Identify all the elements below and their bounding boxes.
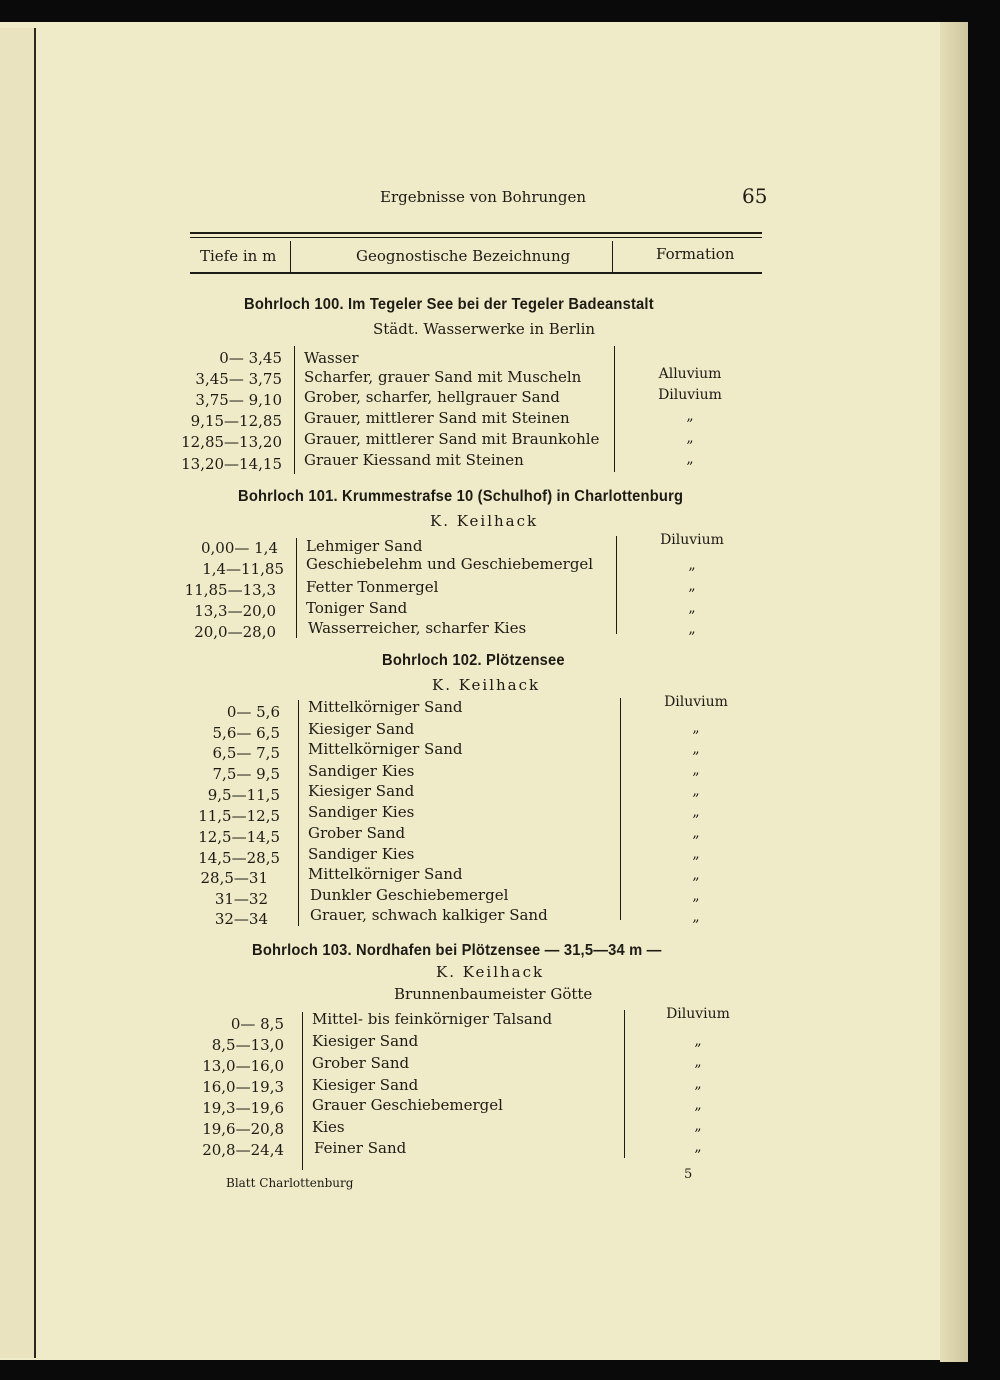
row-depth: 20,8—24,4 xyxy=(202,1141,284,1159)
row-formation: „ xyxy=(688,600,696,616)
column-rule xyxy=(620,698,621,920)
row-depth: 9,15—12,85 xyxy=(190,412,282,430)
header-top-rule-thin xyxy=(190,237,762,238)
column-header-depth: Tiefe in m xyxy=(200,247,277,265)
row-formation: „ xyxy=(694,1033,702,1049)
row-formation: Diluvium xyxy=(658,387,722,403)
row-depth: 1,4—11,85 xyxy=(202,560,284,578)
row-formation: Diluvium xyxy=(666,1006,730,1022)
row-formation: „ xyxy=(692,804,700,820)
header-separator xyxy=(612,241,613,273)
section-subtitle: K. Keilhack xyxy=(430,512,539,530)
section-title: Bohrloch 100. Im Tegeler See bei der Tegeler Badeanstalt xyxy=(244,296,654,313)
row-description: Scharfer, grauer Sand mit Muscheln xyxy=(304,368,582,386)
row-formation: „ xyxy=(688,621,696,637)
row-formation: „ xyxy=(692,909,700,925)
section-subtitle: Städt. Wasserwerke in Berlin xyxy=(373,320,596,338)
row-depth: 8,5—13,0 xyxy=(211,1036,284,1054)
row-description: Kies xyxy=(312,1118,345,1136)
row-formation: „ xyxy=(688,578,696,594)
header-top-rule xyxy=(190,232,762,234)
row-formation: „ xyxy=(686,408,694,424)
row-description: Mittel- bis feinkörniger Talsand xyxy=(312,1010,553,1028)
header-bottom-rule xyxy=(190,272,762,274)
row-depth: 12,5—14,5 xyxy=(198,828,280,846)
row-formation: „ xyxy=(688,557,696,573)
row-description: Grauer Kiessand mit Steinen xyxy=(304,451,524,469)
row-description: Wasser xyxy=(304,349,359,367)
row-description: Fetter Tonmergel xyxy=(306,578,439,596)
row-description: Geschiebelehm und Geschiebemergel xyxy=(306,555,594,573)
row-description: Kiesiger Sand xyxy=(312,1032,419,1050)
row-depth: 3,45— 3,75 xyxy=(195,370,282,388)
row-depth: 6,5— 7,5 xyxy=(212,744,280,762)
row-depth: 28,5—31 xyxy=(200,869,268,887)
row-formation: „ xyxy=(694,1118,702,1134)
row-description: Grober, scharfer, hellgrauer Sand xyxy=(304,388,560,406)
row-formation: „ xyxy=(692,720,700,736)
row-depth: 11,85—13,3 xyxy=(184,581,276,599)
row-description: Lehmiger Sand xyxy=(306,537,423,555)
sheet-name: Blatt Charlottenburg xyxy=(226,1176,354,1190)
section-title: Bohrloch 101. Krummestrafse 10 (Schulhof) in Charlottenburg xyxy=(238,488,684,505)
row-depth: 0— 8,5 xyxy=(230,1015,284,1033)
row-formation: „ xyxy=(694,1054,702,1070)
row-formation: „ xyxy=(692,741,700,757)
row-formation: „ xyxy=(694,1139,702,1155)
column-rule xyxy=(294,346,295,474)
column-rule xyxy=(296,538,297,638)
row-description: Sandiger Kies xyxy=(308,762,415,780)
page-edge-shadow xyxy=(940,22,968,1362)
row-formation: „ xyxy=(694,1097,702,1113)
column-rule xyxy=(302,1012,303,1170)
previous-page-edge xyxy=(0,28,36,1358)
row-description: Toniger Sand xyxy=(306,599,408,617)
row-depth: 12,85—13,20 xyxy=(181,433,282,451)
column-rule xyxy=(624,1010,625,1158)
row-depth: 13,20—14,15 xyxy=(181,455,282,473)
row-formation: Diluvium xyxy=(664,694,728,710)
column-rule xyxy=(614,346,615,472)
running-head: Ergebnisse von Bohrungen xyxy=(380,188,586,206)
row-formation: „ xyxy=(692,867,700,883)
row-depth: 31—32 xyxy=(214,890,268,908)
row-formation: „ xyxy=(694,1076,702,1092)
header-separator xyxy=(290,241,291,273)
row-description: Grauer, schwach kalkiger Sand xyxy=(310,906,548,924)
row-formation: „ xyxy=(692,825,700,841)
row-description: Mittelkörniger Sand xyxy=(308,865,463,883)
row-depth: 19,3—19,6 xyxy=(202,1099,284,1117)
row-description: Kiesiger Sand xyxy=(312,1076,419,1094)
row-description: Grober Sand xyxy=(308,824,406,842)
column-header-description: Geognostische Bezeichnung xyxy=(356,247,571,265)
row-description: Mittelkörniger Sand xyxy=(308,698,463,716)
row-description: Grauer, mittlerer Sand mit Steinen xyxy=(304,409,570,427)
row-depth: 13,3—20,0 xyxy=(194,602,276,620)
row-description: Grauer Geschiebemergel xyxy=(312,1096,503,1114)
row-description: Kiesiger Sand xyxy=(308,720,415,738)
row-depth: 3,75— 9,10 xyxy=(195,391,282,409)
row-depth: 0— 5,6 xyxy=(226,703,280,721)
row-depth: 20,0—28,0 xyxy=(194,623,276,641)
row-description: Sandiger Kies xyxy=(308,845,415,863)
row-formation: „ xyxy=(692,783,700,799)
column-header-formation: Formation xyxy=(656,245,735,263)
row-description: Grauer, mittlerer Sand mit Braunkohle xyxy=(304,430,600,448)
column-rule xyxy=(298,700,299,926)
row-formation: „ xyxy=(692,888,700,904)
row-depth: 16,0—19,3 xyxy=(202,1078,284,1096)
row-formation: Alluvium xyxy=(658,366,722,382)
section-subtitle: K. Keilhack xyxy=(432,676,541,694)
row-formation: „ xyxy=(686,430,694,446)
signature-mark: 5 xyxy=(684,1167,693,1182)
row-formation: „ xyxy=(686,451,694,467)
row-description: Mittelkörniger Sand xyxy=(308,740,463,758)
row-depth: 5,6— 6,5 xyxy=(212,724,280,742)
row-depth: 14,5—28,5 xyxy=(198,849,280,867)
row-depth: 0— 3,45 xyxy=(219,349,282,367)
page-number: 65 xyxy=(742,184,768,208)
row-depth: 32—34 xyxy=(214,910,268,928)
row-depth: 0,00— 1,4 xyxy=(200,539,278,557)
row-description: Sandiger Kies xyxy=(308,803,415,821)
row-description: Grober Sand xyxy=(312,1054,410,1072)
row-description: Kiesiger Sand xyxy=(308,782,415,800)
column-rule xyxy=(616,536,617,634)
section-title: Bohrloch 103. Nordhafen bei Plötzensee — 31,5—34 m — xyxy=(252,942,662,959)
row-depth: 9,5—11,5 xyxy=(207,786,280,804)
section-title: Bohrloch 102. Plötzensee xyxy=(382,652,565,669)
row-formation: Diluvium xyxy=(660,532,724,548)
row-depth: 13,0—16,0 xyxy=(202,1057,284,1075)
row-description: Wasserreicher, scharfer Kies xyxy=(308,619,527,637)
row-formation: „ xyxy=(692,762,700,778)
section-subtitle: K. Keilhack xyxy=(436,963,545,981)
row-depth: 19,6—20,8 xyxy=(202,1120,284,1138)
row-depth: 11,5—12,5 xyxy=(198,807,280,825)
row-formation: „ xyxy=(692,846,700,862)
row-description: Dunkler Geschiebemergel xyxy=(310,886,509,904)
row-depth: 7,5— 9,5 xyxy=(212,765,280,783)
section-subtitle: Brunnenbaumeister Götte xyxy=(394,985,593,1003)
row-description: Feiner Sand xyxy=(314,1139,407,1157)
